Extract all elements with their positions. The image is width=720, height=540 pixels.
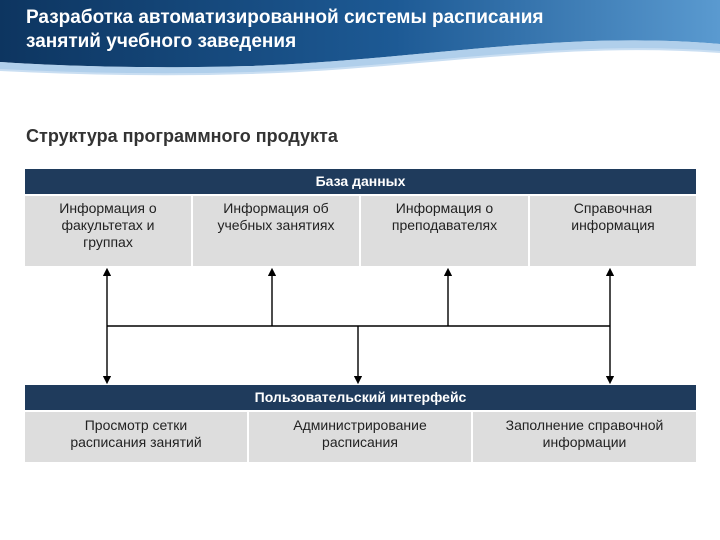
ui-item-label: Заполнение справочной информации [505, 417, 664, 450]
db-item-label: Информация о преподавателях [391, 200, 498, 233]
interface-bar: Пользовательский интерфейс [25, 385, 696, 410]
db-item-label: Справочная информация [571, 200, 655, 233]
ui-item-label: Администрирование расписания [293, 417, 427, 450]
db-item-label: Информация о факультетах и группах [59, 200, 157, 250]
slide-title: Разработка автоматизированной системы расписания занятий учебного заведения [26, 7, 544, 52]
database-bar: База данных [25, 169, 696, 194]
ui-item-view-schedule [25, 412, 247, 462]
section-subtitle: Структура программного продукта [26, 126, 338, 146]
ui-item-fill-reference [473, 412, 696, 462]
db-item-label: Информация об учебных занятиях [217, 200, 335, 233]
ui-item-label: Просмотр сетки расписания занятий [70, 417, 202, 450]
ui-item-administration [249, 412, 471, 462]
